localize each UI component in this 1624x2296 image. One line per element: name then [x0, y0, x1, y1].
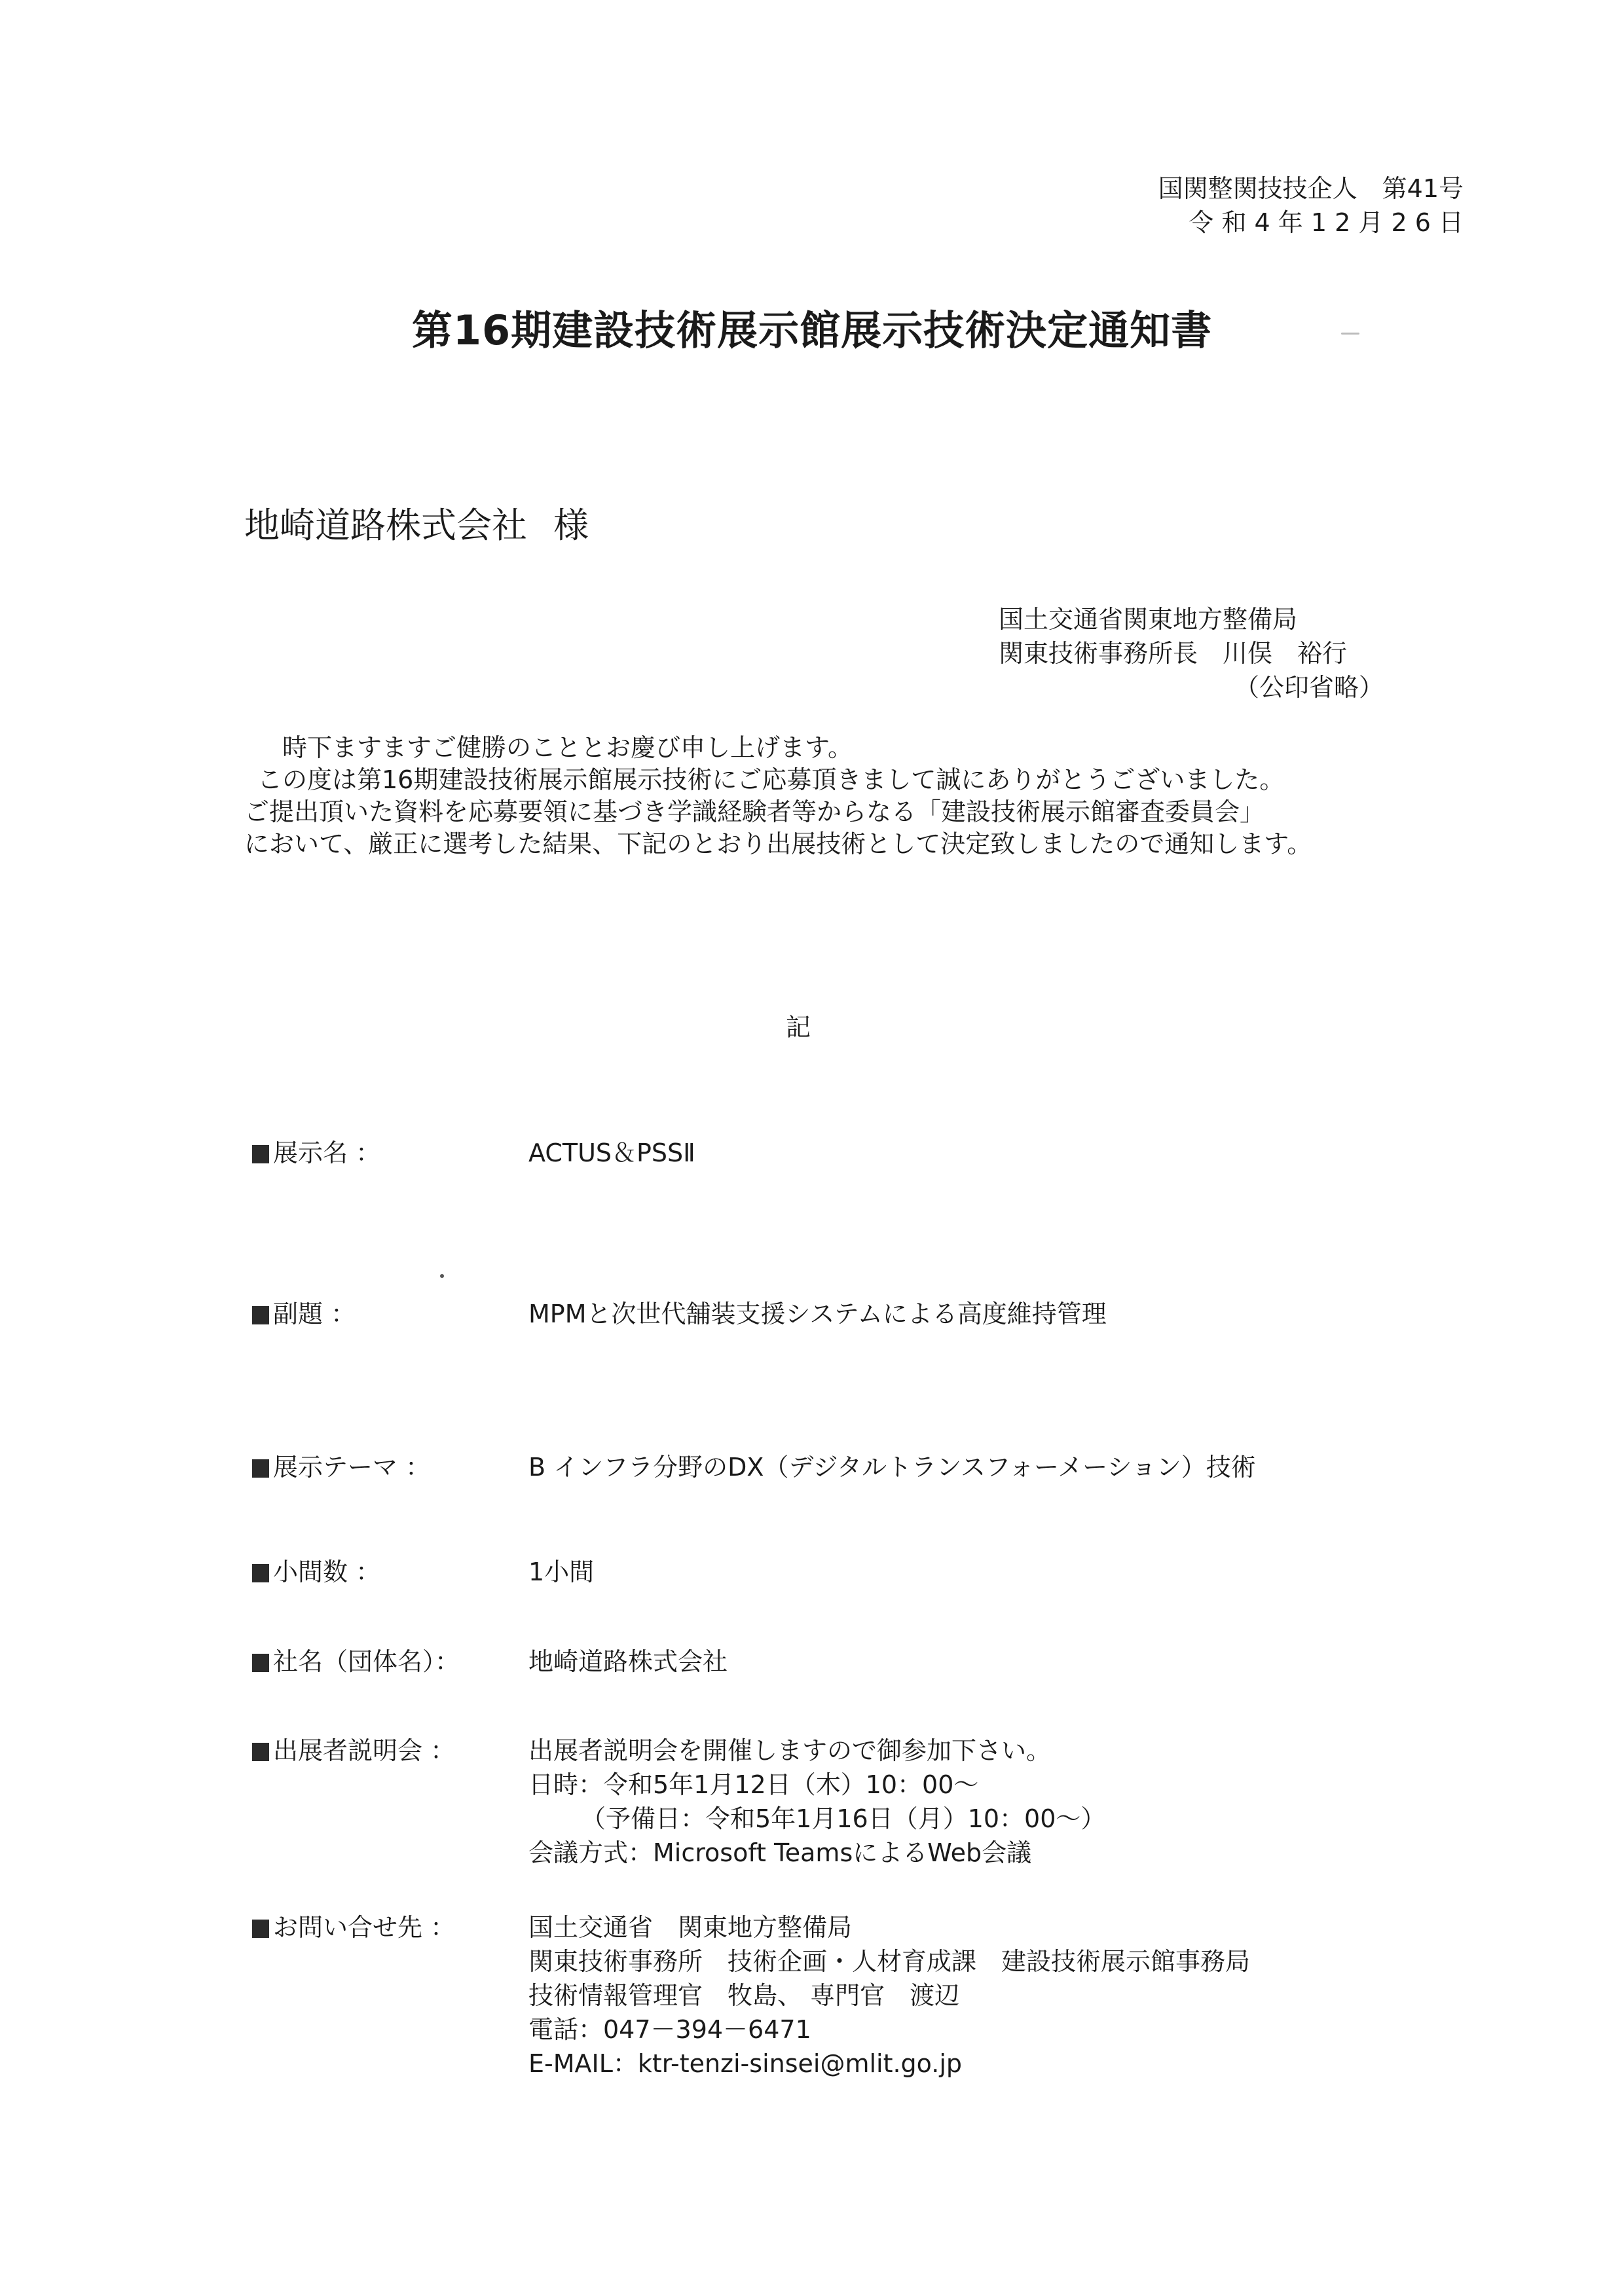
reference-number: 国関整関技技企人 第41号	[1158, 174, 1464, 203]
addressee	[244, 498, 589, 548]
body-line: ご提出頂いた資料を応募要領に基づき学識経験者等からなる「建設技術展示館審査委員会」	[244, 797, 1265, 826]
briefing-line: 出展者説明会を開催しますので御参加下さい。	[528, 1736, 1052, 1765]
bullet-square-icon	[252, 1306, 269, 1324]
item-value: MPMと次世代舗装支援システムによる高度維持管理	[528, 1300, 1107, 1328]
item-label: 展示テーマ ：	[273, 1453, 431, 1482]
item-label: お問い合せ先 ：	[273, 1913, 456, 1942]
briefing-format: 会議方式：Microsoft TeamsによるWeb会議	[528, 1838, 1032, 1867]
item-label: 副題 ：	[273, 1300, 356, 1328]
reference-block	[1158, 172, 1464, 240]
item-label: 出展者説明会 ：	[273, 1736, 456, 1765]
item-value: ACTUS＆PSSⅡ	[528, 1139, 695, 1167]
seal-omitted-note: （公印省略）	[1234, 673, 1384, 702]
item-label: 社名（団体名）：	[273, 1647, 460, 1676]
contact-email: E-MAIL：ktr-tenzi-sinsei@mlit.go.jp	[528, 2049, 963, 2078]
item-value: 1小間	[528, 1558, 595, 1586]
briefing-datetime: 日時：令和5年1月12日（木）10：00～	[528, 1770, 979, 1799]
bullet-square-icon	[252, 1459, 269, 1478]
contact-phone: 電話：047－394－6471	[528, 2015, 811, 2044]
scan-speck	[440, 1274, 444, 1278]
item-label: 小間数 ：	[273, 1558, 381, 1586]
sender-person: 関東技術事務所長 川俣 裕行	[999, 639, 1348, 668]
body-line: この度は第16期建設技術展示館展示技術にご応募頂きまして誠にありがとうございました。	[257, 765, 1285, 794]
body-paragraph	[244, 732, 1312, 860]
bullet-square-icon	[252, 1564, 269, 1582]
sender-org: 国土交通省関東地方整備局	[999, 605, 1298, 634]
contact-line: 国土交通省 関東地方整備局	[528, 1913, 853, 1942]
greeting-line: 時下ますますご健勝のこととお慶び申し上げます。	[282, 733, 853, 762]
briefing-backup-date: （予備日：令和5年1月16日（月）10：00～）	[581, 1804, 1106, 1833]
ki-heading: 記	[786, 1013, 811, 1042]
document-title: 第16期建設技術展示館展示技術決定通知書	[411, 306, 1213, 354]
body-line: において、厳正に選考した結果、下記のとおり出展技術として決定致しましたので通知します。	[244, 829, 1312, 858]
contact-line: 技術情報管理官 牧島、 専門官 渡辺	[528, 1981, 960, 2010]
item-label: 展示名 ：	[273, 1139, 381, 1167]
issue-date: 令 和 4 年 1 2 月 2 6 日	[1189, 208, 1464, 237]
bullet-square-icon	[252, 1743, 269, 1761]
bullet-square-icon	[252, 1145, 269, 1163]
item-value	[528, 1734, 1105, 1870]
sender-block	[999, 602, 1384, 704]
scan-speck	[1341, 333, 1359, 335]
item-value	[528, 1910, 1250, 2081]
item-value: 地崎道路株式会社	[528, 1647, 728, 1676]
bullet-square-icon	[252, 1654, 269, 1672]
contact-line: 関東技術事務所 技術企画・人材育成課 建設技術展示館事務局	[528, 1947, 1251, 1976]
addressee-honorific: 様	[553, 505, 589, 546]
addressee-name: 地崎道路株式会社	[244, 505, 527, 546]
item-value: B インフラ分野のDX（デジタルトランスフォーメーション）技術	[528, 1453, 1256, 1482]
bullet-square-icon	[252, 1920, 269, 1938]
